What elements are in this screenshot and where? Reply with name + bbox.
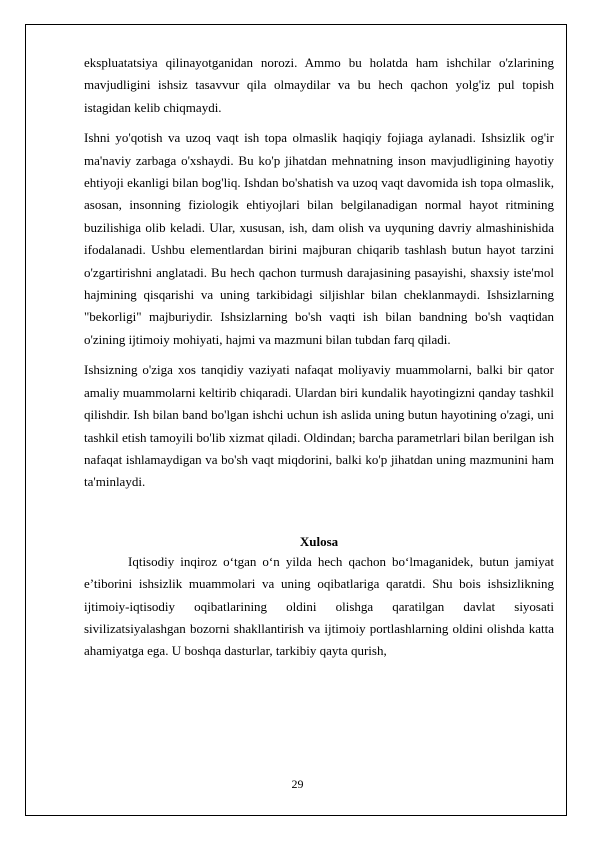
paragraph-job-loss: Ishni yo'qotish va uzoq vaqt ish topa olmaslik haqiqiy fojiaga aylanadi. Ishsizlik og'ir ma'naviy zarbaga o'xshaydi. Bu ko'p jihatdan mehnatning inson mavjudligining hayotiy ehtiyoji ekanligi bilan bog'liq. Ishdan bo'shatish va uzoq vaqt davomida ish topa olmaslik, asosan, insonning fiziologik ehtiyojlari bilan belgilanadigan normal hayot ritmining buzilishiga olib keladi. Ular, xususan, ish, dam olish va uyquning davriy almashinishida ifodalanadi. Ushbu elementlardan birini majburan chiqarib tashlash butun hayot tarzini o'zgartirishni anglatadi. Bu hech qachon turmush darajasining pasayishi, shaxsiy iste'mol hajmining qisqarishi va uning tarkibidagi siljishlar bilan cheklanmaydi. Ishsizlarning "bekorligi" majburiydir. Ishsizlarning bo'sh vaqti ish bilan bandning bo'sh vaqtidan o'zining ijtimoiy mohiyati, hajmi va mazmuni bilan tubdan farq qiladi. [84,130,554,347]
document-body [84,52,554,663]
conclusion-paragraph: Iqtisodiy inqiroz o‘tgan o‘n yilda hech qachon bo‘lmaganidek, butun jamiyat e’tiborini ishsizlik muammolari va uning oqibatlariga qaratdi. Shu bois ishsizlikning ijtimoiy-iqtisodiy oqibatlarining oldini olishga qaratilgan davlat siyosati sivilizatsiyalashgan bozorni shakllantirish va ijtimoiy portlashlarning oldini olishda katta ahamiyatga ega. U boshqa dasturlar, tarkibiy qayta qurish, [84,553,554,659]
paragraph-unemployed-situation: Ishsizning o'ziga xos tanqidiy vaziyati nafaqat moliyaviy muammolarni, balki bir qator amaliy muammolarni keltirib chiqaradi. Ulardan biri kundalik hayotingizni qanday tashkil qilishdir. Ish bilan band bo'lgan ishchi uchun ish aslida uning butun hayotining o'zagi, uni tashkil etish tamoyili bo'lib xizmat qiladi. Oldindan; barcha parametrlari bilan berilgan ish nafaqat ishlamaydigan va bo'sh vaqt miqdorini, balki ko'p jihatdan uning mazmunini ham ta'minlaydi. [84,362,554,490]
page-number: 29 [291,777,304,791]
paragraph-continuation: ekspluatatsiya qilinayotganidan norozi. Ammo bu holatda ham ishchilar o'zlarining mavjudligini ishsiz tasavvur qila olmaydilar va bu hech qachon yolg'iz pul topish istagidan kelib chiqmaydi. [84,55,554,115]
conclusion-heading: Xulosa [299,533,339,549]
